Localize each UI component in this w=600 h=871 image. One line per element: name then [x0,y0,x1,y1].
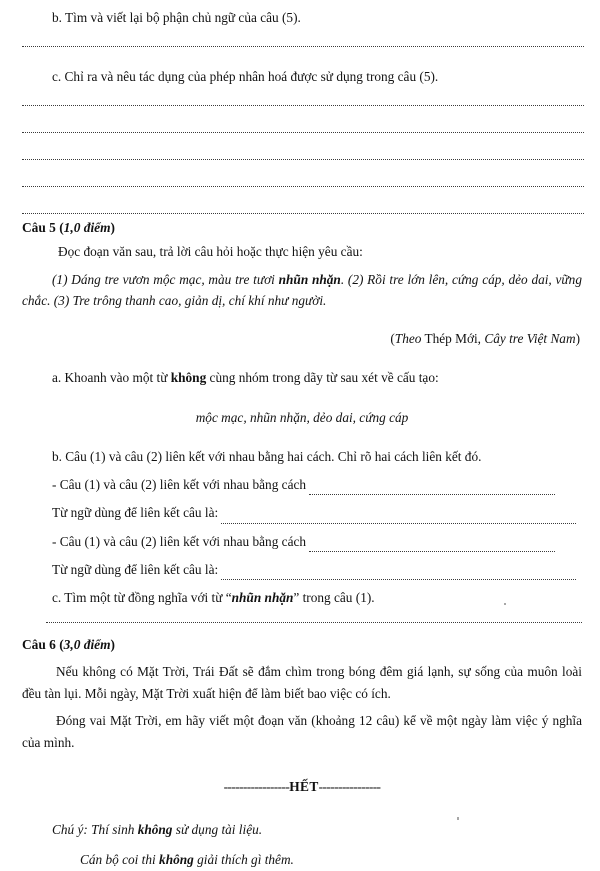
attrib-work: Cây tre Việt Nam [484,330,576,346]
spacer [22,808,582,820]
spacer [22,439,582,447]
spacer [22,360,582,368]
question-b-text: b. Tìm và viết lại bộ phận chủ ngữ của câu (5). [52,10,301,25]
footer-note-1 [22,820,582,840]
scan-speck [504,603,506,605]
attrib-open: ( [390,330,395,346]
spacer [22,552,582,560]
cau5-item-b-sub4 [22,560,582,580]
spacer [22,47,582,67]
passage-bold-term: nhũn nhặn [278,271,341,287]
item-b-sub3-label: - Câu (1) và câu (2) liên kết với nhau bằng cách [52,533,307,549]
spacer [22,653,582,661]
item-a-post: cùng nhóm trong dãy từ sau xét về cấu tạo: [206,370,439,386]
spacer [22,106,582,132]
cau6-heading-label: Câu 6 [22,637,56,653]
footer-note-2 [22,850,582,870]
cau5-heading-points: 1,0 điểm [63,220,111,236]
spacer [22,623,582,637]
cau5-item-b: b. Câu (1) và câu (2) liên kết với nhau bằng hai cách. Chỉ rõ hai cách liên kết đó. [52,449,482,465]
question-c-text: c. Chỉ ra và nêu tác dụng của phép nhân hoá được sử dụng trong câu (5). [52,69,439,85]
spacer [22,312,582,318]
spacer [22,580,582,588]
attrib-author: Thép Mới, [421,330,485,346]
cau5-item-b-sub3 [22,532,582,552]
passage-line-2: dẻo dai, vững chắc. (3) Tre trông thanh cao, giản dị, chí khí như người. [22,271,582,309]
spacer [22,753,582,765]
item-b-sub2-label: Từ ngữ dùng để liên kết câu là: [52,505,219,521]
attrib-close: ) [575,330,580,346]
het-dash-left: ----------------- [223,778,290,794]
spacer [22,28,582,46]
cau5-heading: Câu 5 (1,0 điểm) [22,220,116,236]
item-c-post: ” trong câu (1). [293,590,375,606]
cau6-paragraph-2: Đóng vai Mặt Trời, em hãy viết một đoạn văn (khoảng 12 câu) kể về một ngày làm việc ý nghĩa của mình. [22,713,582,750]
item-a-bold: không [170,370,207,386]
note-2-bold: không [159,852,194,868]
answer-blank[interactable] [221,568,576,580]
item-c-bold-term: nhũn nhặn [231,590,294,606]
item-b-sub1-label: - Câu (1) và câu (2) liên kết với nhau bằng cách [52,477,307,493]
end-of-paper-marker [22,779,582,795]
cau6-paragraph-1: Nếu không có Mặt Trời, Trái Đất sẽ đắm chìm trong bóng đêm giá lạnh, sự sống của muôn loài đều tàn lụi. Mỗi ngày, Mặt Trời xuất hiện để làm biết bao việc có ích. [22,664,582,701]
passage-seg-1: (1) Dáng tre vươn mộc mạc, màu tre tươi [52,271,279,287]
spacer [22,0,582,8]
spacer [22,608,582,622]
item-c-pre: c. Tìm một từ đồng nghĩa với từ “ [52,590,232,606]
item-b-sub4-label: Từ ngữ dùng để liên kết câu là: [52,561,219,577]
scan-speck [457,817,459,820]
cau5-item-a [22,368,582,388]
spacer [22,388,582,396]
answer-blank[interactable] [309,484,555,496]
cau5-word-list: mộc mạc, nhũn nhặn, dẻo dai, cứng cáp [195,409,409,425]
answer-blank[interactable] [221,512,576,524]
cau5-item-b-sub2 [22,503,582,523]
cau5-item-b-sub1 [22,475,582,495]
het-dash-right: ---------------- [318,778,381,794]
note-1-bold: không [137,822,173,838]
cau5-attribution [22,331,582,347]
note-2-pre: Cán bộ coi thi [80,852,160,868]
spacer [22,524,582,532]
spacer [22,160,582,186]
cau5-heading-label: Câu 5 [22,220,56,236]
note-2-post: giải thích gì thêm. [193,852,294,868]
spacer [22,187,582,213]
cau5-item-c [22,588,582,608]
note-1-pre: Chú ý: Thí sinh [52,822,138,838]
attrib-theo: Theo [394,330,422,346]
cau6-heading-points: 3,0 điểm [63,637,111,653]
answer-blank[interactable] [309,540,555,552]
spacer [22,840,582,850]
passage-seg-2: . (2) Rồi tre lớn lên, cứng cáp, [340,271,505,287]
note-1-post: sử dụng tài liệu. [172,822,263,838]
cau5-instruction: Đọc đoạn văn sau, trả lời câu hỏi hoặc thực hiện yêu cầu: [58,244,363,260]
spacer [22,87,582,105]
cau5-passage [22,269,582,312]
item-a-pre: a. Khoanh vào một từ [52,370,171,386]
spacer [22,495,582,503]
spacer [22,467,582,475]
het-label: HẾT [289,778,319,794]
cau6-heading: Câu 6 (3,0 điểm) [22,637,116,653]
spacer [22,133,582,159]
